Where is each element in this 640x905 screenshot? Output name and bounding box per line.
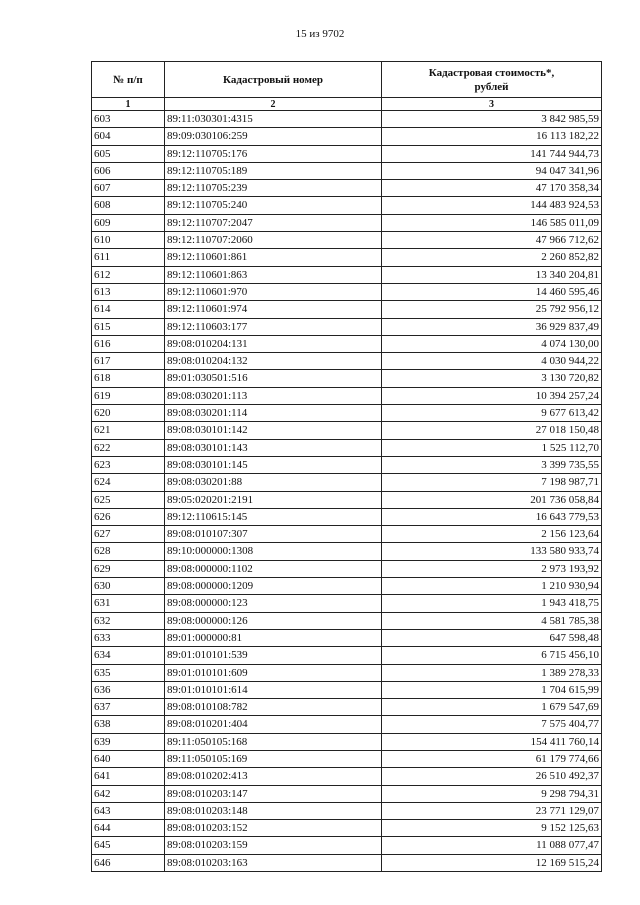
cadastral-number-cell: 89:08:010203:148: [165, 802, 382, 819]
page-number: 15 из 9702: [295, 28, 345, 40]
cadastral-value-cell: 12 169 515,24: [382, 854, 602, 871]
row-number-cell: 643: [92, 802, 165, 819]
cadastral-value-cell: 1 704 615,99: [382, 681, 602, 698]
row-number-cell: 628: [92, 543, 165, 560]
cadastral-value-cell: 6 715 456,10: [382, 647, 602, 664]
cadastral-value-cell: 9 677 613,42: [382, 405, 602, 422]
cadastral-number-cell: 89:12:110601:974: [165, 301, 382, 318]
cadastral-number-cell: 89:11:030301:4315: [165, 111, 382, 128]
cadastral-number-cell: 89:12:110601:863: [165, 266, 382, 283]
cadastral-number-cell: 89:12:110601:861: [165, 249, 382, 266]
column-numbers-row: [92, 98, 602, 111]
row-number-cell: 618: [92, 370, 165, 387]
table-row: [92, 699, 602, 716]
row-number-cell: 636: [92, 681, 165, 698]
cadastral-number-cell: 89:08:010201:404: [165, 716, 382, 733]
column-header-cadastral-value: Кадастровая стоимость*, рублей: [382, 62, 602, 98]
table-row: [92, 370, 602, 387]
cadastral-number-cell: 89:12:110705:239: [165, 180, 382, 197]
cadastral-number-cell: 89:08:010203:152: [165, 820, 382, 837]
row-number-cell: 610: [92, 232, 165, 249]
cadastral-number-cell: 89:08:000000:1102: [165, 560, 382, 577]
cadastral-number-cell: 89:08:000000:123: [165, 595, 382, 612]
table-row: [92, 785, 602, 802]
cadastral-number-cell: 89:09:030106:259: [165, 128, 382, 145]
cadastral-number-cell: 89:12:110601:970: [165, 283, 382, 300]
row-number-cell: 644: [92, 820, 165, 837]
cadastral-value-cell: 23 771 129,07: [382, 802, 602, 819]
cadastral-value-cell: 1 389 278,33: [382, 664, 602, 681]
row-number-cell: 611: [92, 249, 165, 266]
cadastral-number-cell: 89:08:030101:143: [165, 439, 382, 456]
table-row: [92, 249, 602, 266]
cadastral-value-cell: 2 156 123,64: [382, 526, 602, 543]
row-number-cell: 641: [92, 768, 165, 785]
row-number-cell: 606: [92, 162, 165, 179]
cadastral-number-cell: 89:08:010202:413: [165, 768, 382, 785]
cadastral-value-cell: 146 585 011,09: [382, 214, 602, 231]
cadastral-value-cell: 1 943 418,75: [382, 595, 602, 612]
table-row: [92, 128, 602, 145]
cadastral-value-cell: 4 581 785,38: [382, 612, 602, 629]
table-row: [92, 474, 602, 491]
cadastral-value-cell: 7 198 987,71: [382, 474, 602, 491]
row-number-cell: 632: [92, 612, 165, 629]
row-number-cell: 623: [92, 456, 165, 473]
table-row: [92, 837, 602, 854]
table-row: [92, 145, 602, 162]
table-row: [92, 318, 602, 335]
table-row: [92, 629, 602, 646]
table-row: [92, 283, 602, 300]
cadastral-number-cell: 89:01:010101:614: [165, 681, 382, 698]
table-row: [92, 197, 602, 214]
cadastral-value-cell: 1 210 930,94: [382, 578, 602, 595]
table-row: [92, 180, 602, 197]
cadastral-value-cell: 144 483 924,53: [382, 197, 602, 214]
table-row: [92, 508, 602, 525]
cadastral-number-cell: 89:08:010107:307: [165, 526, 382, 543]
cadastral-value-cell: 9 298 794,31: [382, 785, 602, 802]
cadastral-number-cell: 89:01:010101:609: [165, 664, 382, 681]
row-number-cell: 604: [92, 128, 165, 145]
row-number-cell: 633: [92, 629, 165, 646]
row-number-cell: 619: [92, 387, 165, 404]
cadastral-number-cell: 89:05:020201:2191: [165, 491, 382, 508]
cadastral-value-cell: 16 113 182,22: [382, 128, 602, 145]
cadastral-number-cell: 89:08:030201:113: [165, 387, 382, 404]
cadastral-value-cell: 11 088 077,47: [382, 837, 602, 854]
table-row: [92, 750, 602, 767]
row-number-cell: 631: [92, 595, 165, 612]
cadastral-value-cell: 3 842 985,59: [382, 111, 602, 128]
cadastral-value-cell: 1 679 547,69: [382, 699, 602, 716]
row-number-cell: 626: [92, 508, 165, 525]
table-row: [92, 768, 602, 785]
row-number-cell: 646: [92, 854, 165, 871]
row-number-cell: 622: [92, 439, 165, 456]
cadastral-value-cell: 26 510 492,37: [382, 768, 602, 785]
row-number-cell: 629: [92, 560, 165, 577]
row-number-cell: 634: [92, 647, 165, 664]
table-row: [92, 405, 602, 422]
table-row: [92, 543, 602, 560]
row-number-cell: 609: [92, 214, 165, 231]
table-body: [92, 111, 602, 872]
table-row: [92, 595, 602, 612]
cadastral-number-cell: 89:08:010203:163: [165, 854, 382, 871]
cadastral-number-cell: 89:08:010108:782: [165, 699, 382, 716]
table-row: [92, 802, 602, 819]
column-number-2: 2: [165, 98, 382, 111]
row-number-cell: 624: [92, 474, 165, 491]
row-number-cell: 612: [92, 266, 165, 283]
table-header-row: [92, 62, 602, 98]
table-row: [92, 162, 602, 179]
table-row: [92, 526, 602, 543]
cadastral-value-cell: 10 394 257,24: [382, 387, 602, 404]
table-row: [92, 733, 602, 750]
table-row: [92, 854, 602, 871]
cadastral-value-cell: 3 399 735,55: [382, 456, 602, 473]
cadastral-number-cell: 89:01:030501:516: [165, 370, 382, 387]
row-number-cell: 620: [92, 405, 165, 422]
table-row: [92, 560, 602, 577]
column-header-number: № п/п: [92, 62, 165, 98]
table-row: [92, 647, 602, 664]
table-row: [92, 716, 602, 733]
cadastral-value-cell: 7 575 404,77: [382, 716, 602, 733]
cadastral-value-cell: 36 929 837,49: [382, 318, 602, 335]
table-row: [92, 232, 602, 249]
cadastral-number-cell: 89:08:010204:132: [165, 353, 382, 370]
row-number-cell: 605: [92, 145, 165, 162]
cadastral-number-cell: 89:12:110603:177: [165, 318, 382, 335]
row-number-cell: 607: [92, 180, 165, 197]
cadastral-number-cell: 89:08:030101:145: [165, 456, 382, 473]
cadastral-value-cell: 27 018 150,48: [382, 422, 602, 439]
cadastral-number-cell: 89:10:000000:1308: [165, 543, 382, 560]
table-row: [92, 387, 602, 404]
cadastral-value-table: [91, 61, 602, 872]
cadastral-number-cell: 89:12:110705:240: [165, 197, 382, 214]
cadastral-number-cell: 89:08:030201:114: [165, 405, 382, 422]
cadastral-number-cell: 89:12:110615:145: [165, 508, 382, 525]
cadastral-number-cell: 89:08:000000:1209: [165, 578, 382, 595]
table-row: [92, 111, 602, 128]
column-number-1: 1: [92, 98, 165, 111]
cadastral-value-cell: 2 260 852,82: [382, 249, 602, 266]
cadastral-number-cell: 89:08:000000:126: [165, 612, 382, 629]
cadastral-value-cell: 1 525 112,70: [382, 439, 602, 456]
table-row: [92, 456, 602, 473]
cadastral-value-cell: 16 643 779,53: [382, 508, 602, 525]
cadastral-value-cell: 25 792 956,12: [382, 301, 602, 318]
cadastral-number-cell: 89:08:030201:88: [165, 474, 382, 491]
cadastral-value-cell: 201 736 058,84: [382, 491, 602, 508]
cadastral-value-cell: 4 030 944,22: [382, 353, 602, 370]
cadastral-number-cell: 89:11:050105:168: [165, 733, 382, 750]
cadastral-value-cell: 154 411 760,14: [382, 733, 602, 750]
row-number-cell: 627: [92, 526, 165, 543]
table-row: [92, 422, 602, 439]
cadastral-number-cell: 89:12:110705:176: [165, 145, 382, 162]
cadastral-value-cell: 61 179 774,66: [382, 750, 602, 767]
table-row: [92, 664, 602, 681]
cadastral-value-cell: 13 340 204,81: [382, 266, 602, 283]
row-number-cell: 614: [92, 301, 165, 318]
table-row: [92, 266, 602, 283]
table-row: [92, 578, 602, 595]
cadastral-number-cell: 89:08:030101:142: [165, 422, 382, 439]
row-number-cell: 615: [92, 318, 165, 335]
row-number-cell: 639: [92, 733, 165, 750]
row-number-cell: 617: [92, 353, 165, 370]
column-number-3: 3: [382, 98, 602, 111]
cadastral-number-cell: 89:01:000000:81: [165, 629, 382, 646]
table-row: [92, 214, 602, 231]
row-number-cell: 630: [92, 578, 165, 595]
cadastral-value-cell: 94 047 341,96: [382, 162, 602, 179]
cadastral-number-cell: 89:12:110705:189: [165, 162, 382, 179]
table-row: [92, 335, 602, 352]
table-row: [92, 491, 602, 508]
row-number-cell: 638: [92, 716, 165, 733]
table-row: [92, 353, 602, 370]
row-number-cell: 616: [92, 335, 165, 352]
row-number-cell: 603: [92, 111, 165, 128]
row-number-cell: 625: [92, 491, 165, 508]
cadastral-value-cell: 141 744 944,73: [382, 145, 602, 162]
row-number-cell: 640: [92, 750, 165, 767]
row-number-cell: 642: [92, 785, 165, 802]
cadastral-value-cell: 2 973 193,92: [382, 560, 602, 577]
table-row: [92, 612, 602, 629]
cadastral-value-cell: 9 152 125,63: [382, 820, 602, 837]
cadastral-value-cell: 647 598,48: [382, 629, 602, 646]
cadastral-number-cell: 89:01:010101:539: [165, 647, 382, 664]
cadastral-value-cell: 133 580 933,74: [382, 543, 602, 560]
row-number-cell: 635: [92, 664, 165, 681]
cadastral-value-cell: 14 460 595,46: [382, 283, 602, 300]
column-header-cadastral-number: Кадастровый номер: [165, 62, 382, 98]
row-number-cell: 645: [92, 837, 165, 854]
row-number-cell: 613: [92, 283, 165, 300]
table-row: [92, 439, 602, 456]
cadastral-number-cell: 89:08:010203:147: [165, 785, 382, 802]
cadastral-value-cell: 47 170 358,34: [382, 180, 602, 197]
row-number-cell: 608: [92, 197, 165, 214]
table-row: [92, 301, 602, 318]
cadastral-number-cell: 89:08:010203:159: [165, 837, 382, 854]
cadastral-value-cell: 47 966 712,62: [382, 232, 602, 249]
cadastral-number-cell: 89:11:050105:169: [165, 750, 382, 767]
cadastral-number-cell: 89:12:110707:2060: [165, 232, 382, 249]
cadastral-number-cell: 89:08:010204:131: [165, 335, 382, 352]
cadastral-value-cell: 3 130 720,82: [382, 370, 602, 387]
cadastral-number-cell: 89:12:110707:2047: [165, 214, 382, 231]
row-number-cell: 621: [92, 422, 165, 439]
cadastral-value-cell: 4 074 130,00: [382, 335, 602, 352]
table-row: [92, 681, 602, 698]
row-number-cell: 637: [92, 699, 165, 716]
table-row: [92, 820, 602, 837]
